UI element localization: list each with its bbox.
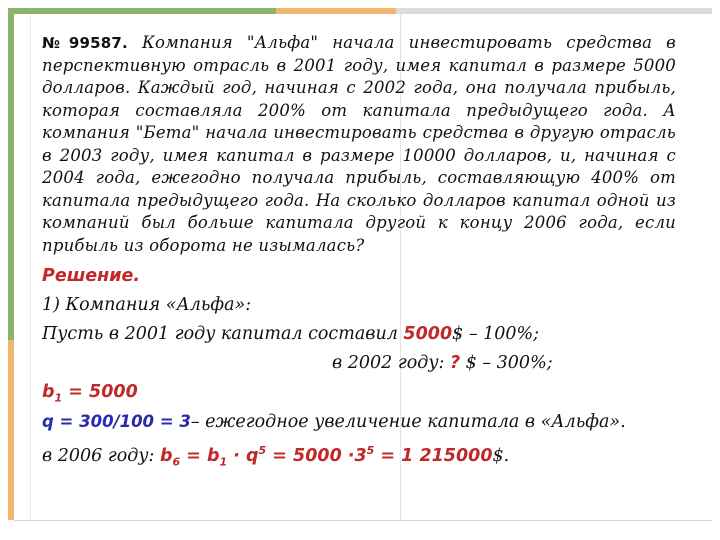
- solution-block: [42, 262, 702, 469]
- left-green-bar: [8, 14, 14, 340]
- solution-heading: Решение.: [42, 266, 141, 286]
- problem-statement: [42, 32, 676, 257]
- top-orange-bar: [276, 8, 396, 14]
- final-formula: в 2006 году: $b_6 = b_1 \cdot q^5 = 5000 \cdot 3^5 = 1$ 215000$.: [42, 444, 510, 469]
- initial-capital-value: 5000: [403, 324, 453, 344]
- top-green-bar: [8, 8, 276, 14]
- bottom-divider: [14, 520, 712, 521]
- solution-line2: Пусть в 2001 году капитал составил 5000$ – 100%;: [42, 324, 540, 344]
- unknown-value: ?: [449, 353, 461, 373]
- problem-text: Компания "Альфа" начала инвестировать средства в перспективную отрасль в 2001 году, имея капитал в размере 5000 долларов. Каждый год, начиная с 2002 года, она получала прибыль, которая составляла 200% от капитала предыдущего года. А компания "Бета" начала инвестировать средства в другую отрасль в 2003 году, имея капитал в размере 10000 долларов, и, начиная с 2004 года, ежегодно получала прибыль, составляющую 400% от капитала предыдущего года. На сколько долларов капитал одной из компаний был больше капитала другой к концу 2006 года, если прибыль из оборота не изымалась?: [42, 33, 676, 255]
- q-formula: q = 300/100 = 3– ежегодное увеличение капитала в «Альфа».: [42, 412, 626, 432]
- problem-number: №99587.: [42, 34, 128, 52]
- solution-step1: 1) Компания «Альфа»:: [42, 295, 252, 315]
- solution-line3: в 2002 году: ? $ – 300%;: [332, 353, 553, 373]
- left-orange-bar: [8, 340, 14, 520]
- b1-formula: $b_1 = 5000$: [42, 382, 138, 405]
- top-grey-bar: [396, 8, 712, 14]
- left-guide-line: [30, 14, 31, 520]
